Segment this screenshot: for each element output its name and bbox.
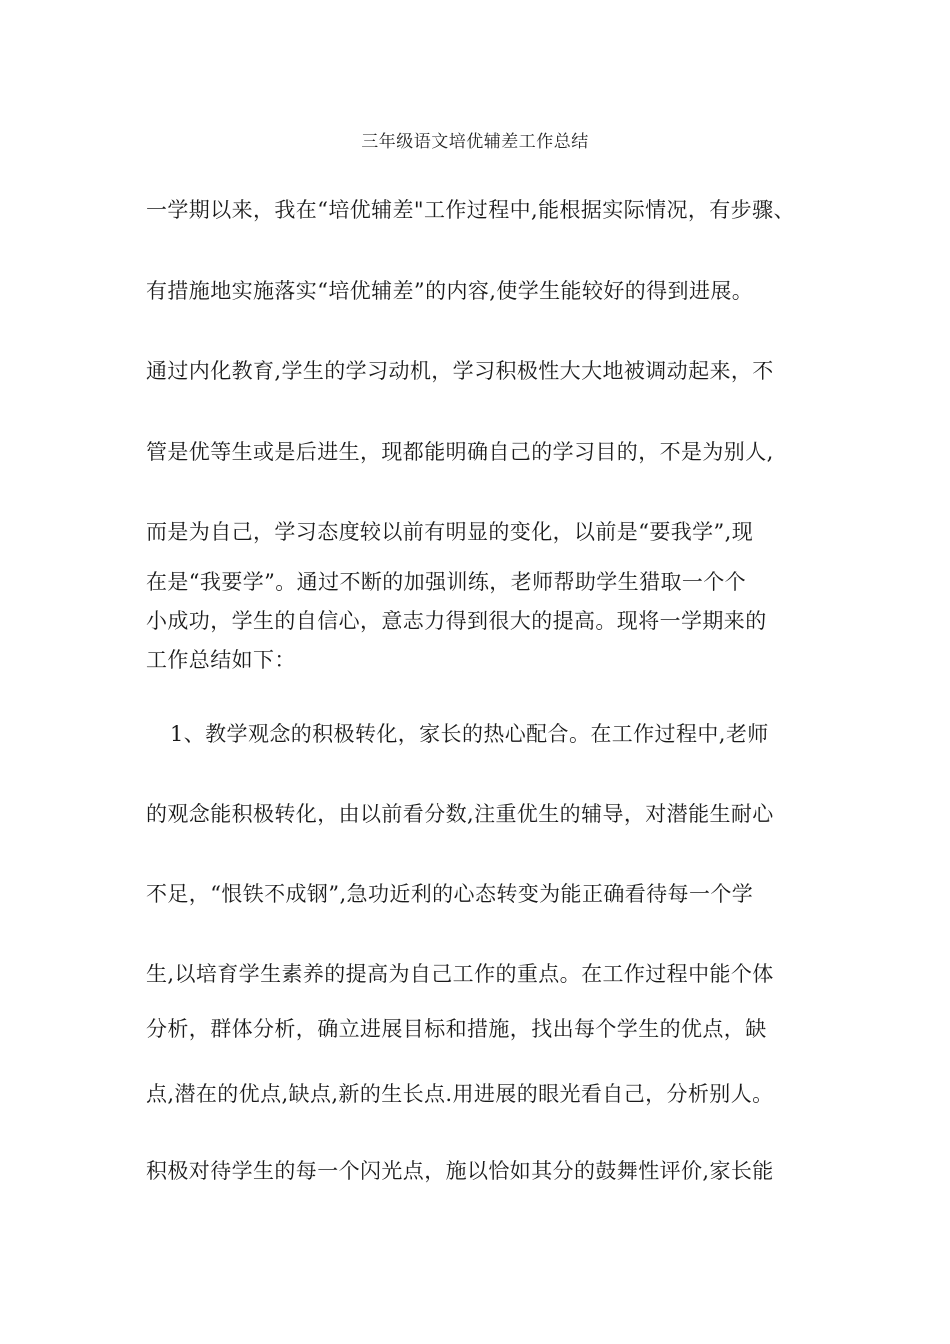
body-line: 的观念能积极转化，由以前看分数,注重优生的辅导，对潜能生耐心 (146, 802, 774, 826)
body-line: 1、教学观念的积极转化，家长的热心配合。在工作过程中,老师 (170, 722, 769, 746)
body-line: 一学期以来，我在“培优辅差"工作过程中,能根据实际情况，有步骤、 (146, 198, 795, 222)
body-line: 通过内化教育,学生的学习动机，学习积极性大大地被调动起来，不 (146, 359, 774, 383)
body-line: 分析，群体分析，确立进展目标和措施，找出每个学生的优点，缺 (146, 1017, 767, 1041)
body-line: 点,潜在的优点,缺点,新的生长点.用进展的眼光看自己，分析别人。 (146, 1082, 774, 1106)
body-line: 在是“我要学”。通过不断的加强训练，老师帮助学生猎取一个个 (146, 570, 747, 594)
body-line: 不足，“恨铁不成钢”,急功近利的心态转变为能正确看待每一个学 (146, 882, 754, 906)
body-line: 生,以培育学生素养的提高为自己工作的重点。在工作过程中能个体 (146, 962, 774, 986)
body-line: 而是为自己，学习态度较以前有明显的变化，以前是“要我学”,现 (146, 520, 754, 544)
body-line: 工作总结如下： (146, 648, 296, 672)
body-line: 小成功，学生的自信心，意志力得到很大的提高。现将一学期来的 (146, 609, 767, 633)
document-title: 三年级语文培优辅差工作总结 (361, 132, 589, 152)
body-line: 积极对待学生的每一个闪光点，施以恰如其分的鼓舞性评价,家长能 (146, 1159, 774, 1183)
body-line: 有措施地实施落实“培优辅差”的内容,使学生能较好的得到进展。 (146, 279, 754, 303)
body-line: 管是优等生或是后进生，现都能明确自己的学习目的，不是为别人, (146, 440, 774, 464)
